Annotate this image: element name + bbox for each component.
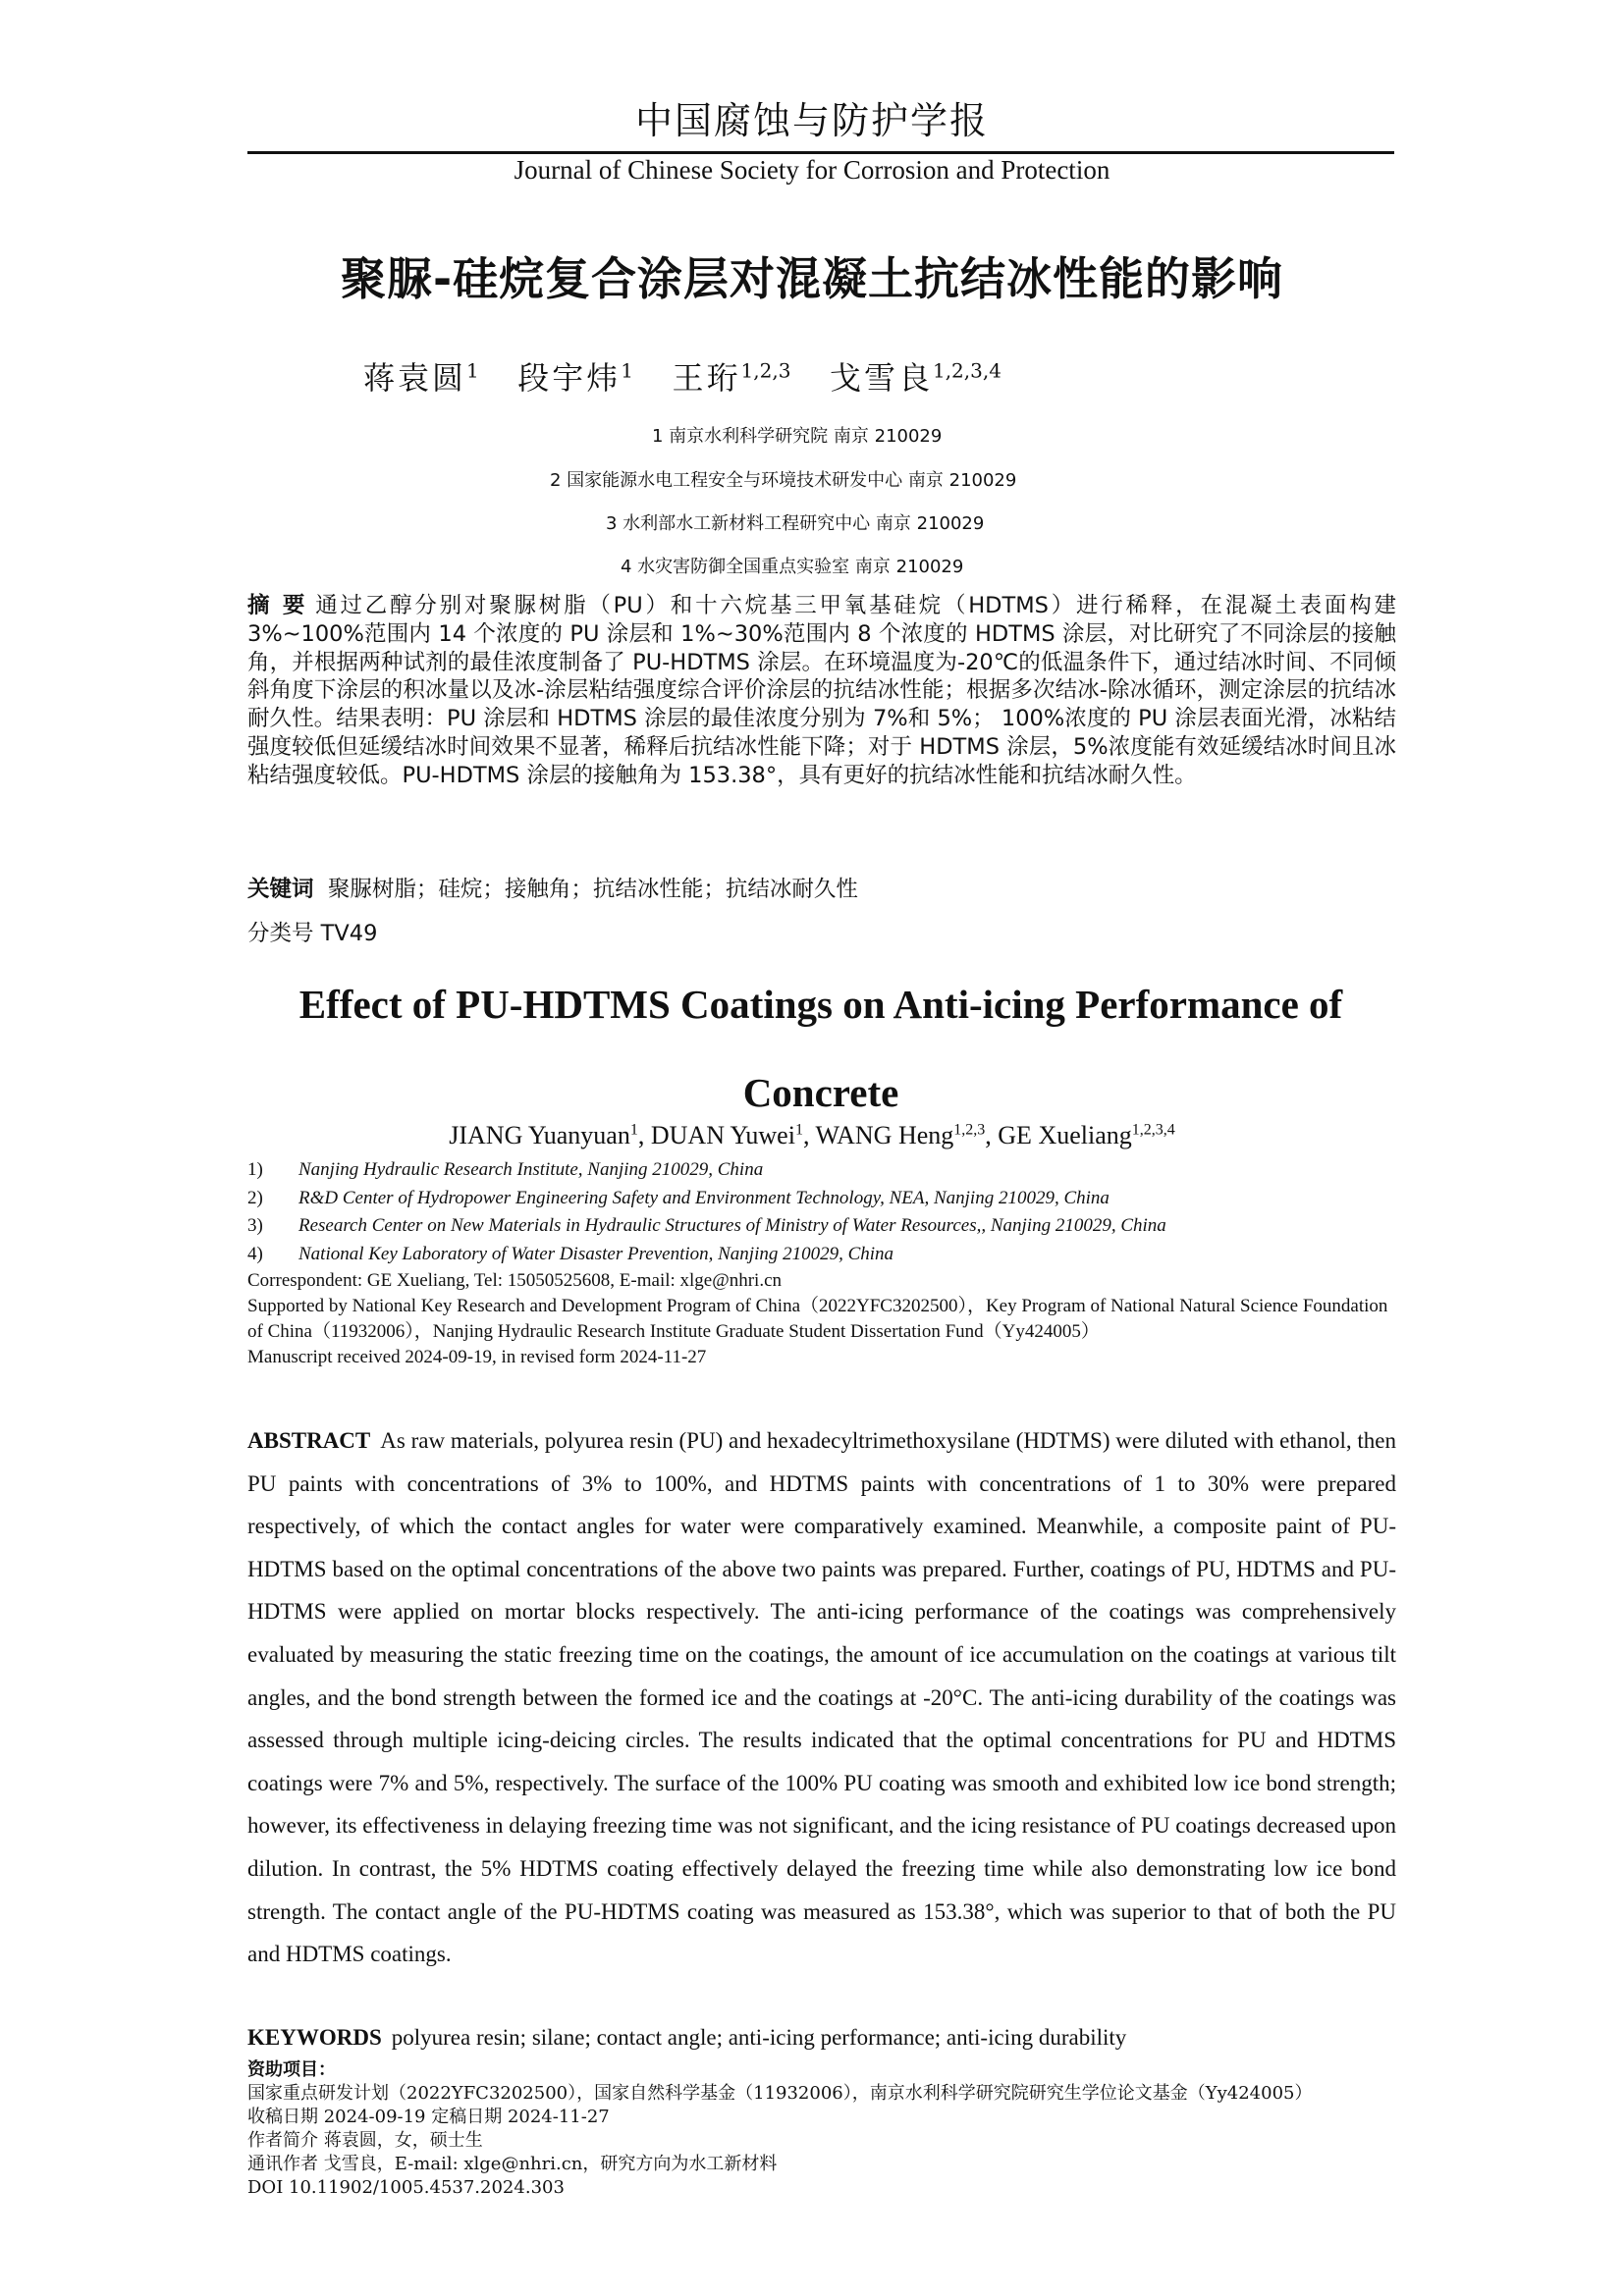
affiliation-cn: 1 南京水利科学研究院 南京 210029 xyxy=(652,426,943,447)
classification-cn-label: 分类号 xyxy=(247,921,314,946)
affiliations-en xyxy=(247,1156,1166,1268)
abstract-en xyxy=(247,1419,1396,1976)
keywords-en-label: KEYWORDS xyxy=(247,2025,382,2050)
corresponding-author-cn: 通讯作者 戈雪良，E-mail: xlge@nhri.cn，研究方向为水工新材料 xyxy=(247,2154,778,2174)
author-en: GE Xueliang$^{1,2,3,4}$ xyxy=(998,1121,1175,1149)
article-info-en xyxy=(247,1268,1396,1370)
keywords-en xyxy=(247,2025,1126,2051)
affiliation-cn: 2 国家能源水电工程安全与环境技术研发中心 南京 210029 xyxy=(550,470,1017,491)
paper-title-en xyxy=(247,960,1394,1137)
abstract-cn-text: 通过乙醇分别对聚脲树脂（PU）和十六烷基三甲氧基硅烷（HDTMS）进行稀释，在混凝土表面构建 3%~100%范围内 14 个浓度的 PU 涂层和 1%~30%范围内 8 个浓度的 HDTMS 涂层，对比研究了不同涂层的接触角，并根据两种试剂的最佳浓度制备了 PU-HDTMS 涂层。在环境温度为-20℃的低温条件下，通过结冰时间、不同倾斜角度下涂层的积冰量以及冰-涂层粘结强度综合评价涂层的抗结冰性能；根据多次结冰-除冰循环，测定涂层的抗结冰耐久性。结果表明：PU 涂层和 HDTMS 涂层的最佳浓度分别为 7%和 5%； 100%浓度的 PU 涂层表面光滑，冰粘结强度较低但延缓结冰时间效果不显著，稀释后抗结冰性能下降；对于 HDTMS 涂层，5%浓度能有效延缓结冰时间且冰粘结强度较低。PU-HDTMS 涂层的接触角为 153.38°，具有更好的抗结冰性能和抗结冰耐久性。 xyxy=(247,593,1396,788)
abstract-en-text: As raw materials, polyurea resin (PU) and hexadecyltrimethoxysilane (HDTMS) were diluted with ethanol, then PU paints with concentrations of 3% to 100%, and HDTMS paints with concentrations of 1 to 30% were prepared respectively, of which the contact angles for water were comparatively examined. Meanwhile, a composite paint of PU-HDTMS based on the optimal concentrations of the above two paints was prepared. Further, coatings of PU, HDTMS and PU-HDTMS were applied on mortar blocks respectively. The anti-icing performance of the coatings was comprehensively evaluated by measuring the static freezing time on the coatings, the amount of ice accumulation on the coatings at various tilt angles, and the bond strength between the formed ice and the coatings at -20°C. The anti-icing durability of the coatings was assessed through multiple icing-deicing circles. The results indicated that the optimal concentrations for PU and HDTMS coatings were 7% and 5%, respectively. The surface of the 100% PU coating was smooth and exhibited low ice bond strength; however, its effectiveness in delaying freezing time was not significant, and the icing resistance of PU coatings decreased upon dilution. In contrast, the 5% HDTMS coating effectively delayed the freezing time while also demonstrating low ice bond strength. The contact angle of the PU-HDTMS coating was measured as 153.38°, which was superior to that of both the PU and HDTMS coatings. xyxy=(247,1428,1397,1967)
doi: DOI 10.11902/1005.4537.2024.303 xyxy=(247,2177,565,2198)
header-rule xyxy=(247,151,1394,154)
funding-cn: 资助项目：国家重点研发计划（2022YFC3202500），国家自然科学基金（11932006），南京水利科学研究院研究生学位论文基金（Yy424005） xyxy=(247,2059,1313,2104)
author-cn: 戈雪良$^{1,2,3,4}$ xyxy=(829,358,1001,397)
paper-title-en-line: Concrete xyxy=(742,1070,899,1115)
classification-cn xyxy=(247,916,377,947)
abstract-en-label: ABSTRACT xyxy=(247,1428,371,1453)
affiliation-en: 2) R&D Center of Hydropower Engineering Safety and Environment Technology, NEA, Nanjing 210029, China xyxy=(247,1187,1110,1208)
classification-cn-text: TV49 xyxy=(320,921,378,946)
author-bio-cn: 作者简介 蒋袁圆，女，硕士生 xyxy=(247,2130,483,2151)
footer-notes xyxy=(247,2058,1396,2200)
journal-title-cn: 中国腐蚀与防护学报 xyxy=(634,99,989,142)
abstract-cn-label: 摘 要 xyxy=(247,593,308,618)
keywords-cn-text: 聚脲树脂；硅烷；接触角；抗结冰性能；抗结冰耐久性 xyxy=(327,877,858,902)
authors-cn xyxy=(363,353,1001,399)
journal-title-en: Journal of Chinese Society for Corrosion and Protection xyxy=(514,155,1110,185)
author-cn: 蒋袁圆$^1$ xyxy=(363,358,479,397)
keywords-en-text: polyurea resin; silane; contact angle; anti-icing performance; anti-icing durability xyxy=(391,2025,1127,2050)
funding-en: Supported by National Key Research and Development Program of China（2022YFC3202500），Key Program of National Natural Science Foundation of China（11932006），Nanjing Hydraulic Research Institute Graduate Student Dissertation Fund（Yy424005） xyxy=(247,1296,1388,1342)
manuscript-dates-en: Manuscript received 2024-09-19, in revised form 2024-11-27 xyxy=(247,1347,707,1367)
correspondent-en: Correspondent: GE Xueliang, Tel: 15050525608, E-mail: xlge@nhri.cn xyxy=(247,1270,783,1291)
author-en: JIANG Yuanyuan$^1$ xyxy=(449,1121,638,1149)
author-en: WANG Heng$^{1,2,3}$ xyxy=(815,1121,986,1149)
author-cn: 段宇炜$^1$ xyxy=(517,358,634,397)
author-cn: 王珩$^{1,2,3}$ xyxy=(672,358,791,397)
affiliation-cn: 3 水利部水工新材料工程研究中心 南京 210029 xyxy=(606,513,985,534)
abstract-cn xyxy=(247,592,1396,790)
keywords-cn xyxy=(247,872,858,903)
authors-en: JIANG Yuanyuan$^1$, DUAN Yuwei$^1$, WANG Heng$^{1,2,3}$, GE Xueliang$^{1,2,3,4}$ xyxy=(449,1121,1175,1149)
paper-title-en-line: Effect of PU-HDTMS Coatings on Anti-icing Performance of xyxy=(298,982,1343,1027)
affiliation-cn: 4 水灾害防御全国重点实验室 南京 210029 xyxy=(621,557,964,577)
paper-title-cn: 聚脲-硅烷复合涂层对混凝土抗结冰性能的影响 xyxy=(340,252,1284,305)
affiliation-en: 1) Nanjing Hydraulic Research Institute, Nanjing 210029, China xyxy=(247,1159,764,1180)
affiliation-en: 3) Research Center on New Materials in Hydraulic Structures of Ministry of Water Resources,, Nanjing 210029, China xyxy=(247,1215,1166,1236)
affiliation-en: 4) National Key Laboratory of Water Disaster Prevention, Nanjing 210029, China xyxy=(247,1243,894,1264)
dates-cn: 收稿日期 2024-09-19 定稿日期 2024-11-27 xyxy=(247,2107,610,2127)
keywords-cn-label: 关键词 xyxy=(247,877,314,902)
author-en: DUAN Yuwei$^1$ xyxy=(650,1121,803,1149)
